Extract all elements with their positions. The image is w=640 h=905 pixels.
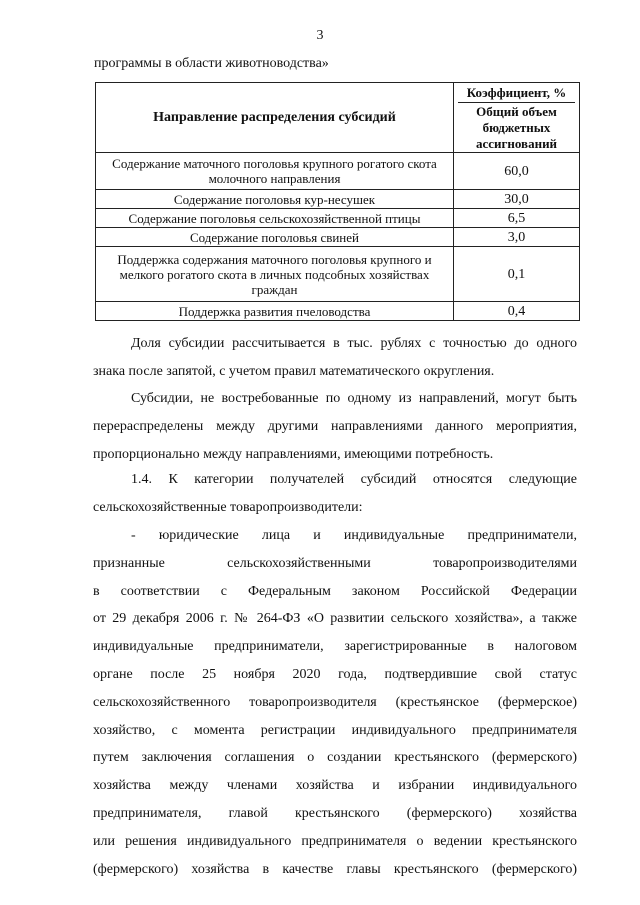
header-coef-subtitle: Общий объем бюджетных ассигнований [475,104,558,151]
row-label: Содержание поголовья сельскохозяйственной птицы [96,209,454,228]
text-line: сельскохозяйственного товаропроизводителя (крестьянское (фермерское) [93,694,577,710]
paragraph-share [93,330,577,386]
subsidy-table [95,82,580,321]
paragraph-1-4 [93,466,577,522]
text-line: Доля субсидии рассчитывается в тыс. рублях с точностью до одного [131,336,577,351]
row-label: Поддержка содержания маточного поголовья крупного и мелкого рогатого скота в личных подсобных хозяйствах граждан [96,247,454,302]
paragraph-item-dash [93,522,577,883]
table-row [96,153,580,190]
text-line: в соответствии с Федеральным законом Российской Федерации [93,583,577,599]
row-value: 6,5 [454,209,580,228]
text-line: путем заключения соглашения о создании крестьянского (фермерского) [93,750,577,766]
page-number: 3 [316,28,324,43]
paragraph-unclaimed [93,385,577,468]
text-line: хозяйство, с момента регистрации индивидуального предпринимателя [93,722,577,738]
table-row [96,209,580,228]
text-line: признанные сельскохозяйственными товаропроизводителями [93,555,577,571]
row-value: 3,0 [454,228,580,247]
row-label: Содержание маточного поголовья крупного рогатого скота молочного направления [96,153,454,190]
text-line: 1.4. К категории получателей субсидий относятся следующие [131,472,577,487]
row-value: 30,0 [454,190,580,209]
text-line: от 29 декабря 2006 г. № 264-ФЗ «О развитии сельского хозяйства», а также [93,611,577,627]
text-line: - юридические лица и индивидуальные предприниматели, [131,528,577,543]
header-direction: Направление распределения субсидий [96,83,454,153]
text-line: сельскохозяйственные товаропроизводители: [93,499,363,515]
text-line: (фермерского) хозяйства в качестве главы крестьянского (фермерского) [93,861,577,877]
text-line: хозяйства между членами хозяйства и избрании индивидуального [93,778,577,794]
row-value: 0,4 [454,302,580,321]
table-row [96,228,580,247]
table-row [96,190,580,209]
table-header-row [96,83,580,153]
text-line: знака после запятой, с учетом правил математического округления. [93,363,495,379]
lead-in-text: программы в области животноводства» [94,56,329,71]
text-line: индивидуальные предприниматели, зарегистрированные в налоговом [93,639,577,655]
header-coef-title: Коэффициент, % [458,83,575,103]
text-line: перераспределены между другими направлениями данного мероприятия, [93,418,577,434]
row-value: 60,0 [454,153,580,190]
row-label: Содержание поголовья свиней [96,228,454,247]
text-line: предпринимателя, главой крестьянского (фермерского) хозяйства [93,805,577,821]
header-coefficient [454,83,580,153]
table-row [96,302,580,321]
text-line: органе после 25 ноября 2020 года, подтвердившие свой статус [93,666,577,682]
text-line: пропорционально между направлениями, имеющими потребность. [93,446,494,462]
row-label: Содержание поголовья кур-несушек [96,190,454,209]
table-row [96,247,580,302]
row-label: Поддержка развития пчеловодства [96,302,454,321]
text-line: или решения индивидуального предпринимателя о ведении крестьянского [93,833,577,849]
text-line: Субсидии, не востребованные по одному из направлений, могут быть [131,391,577,406]
row-value: 0,1 [454,247,580,302]
